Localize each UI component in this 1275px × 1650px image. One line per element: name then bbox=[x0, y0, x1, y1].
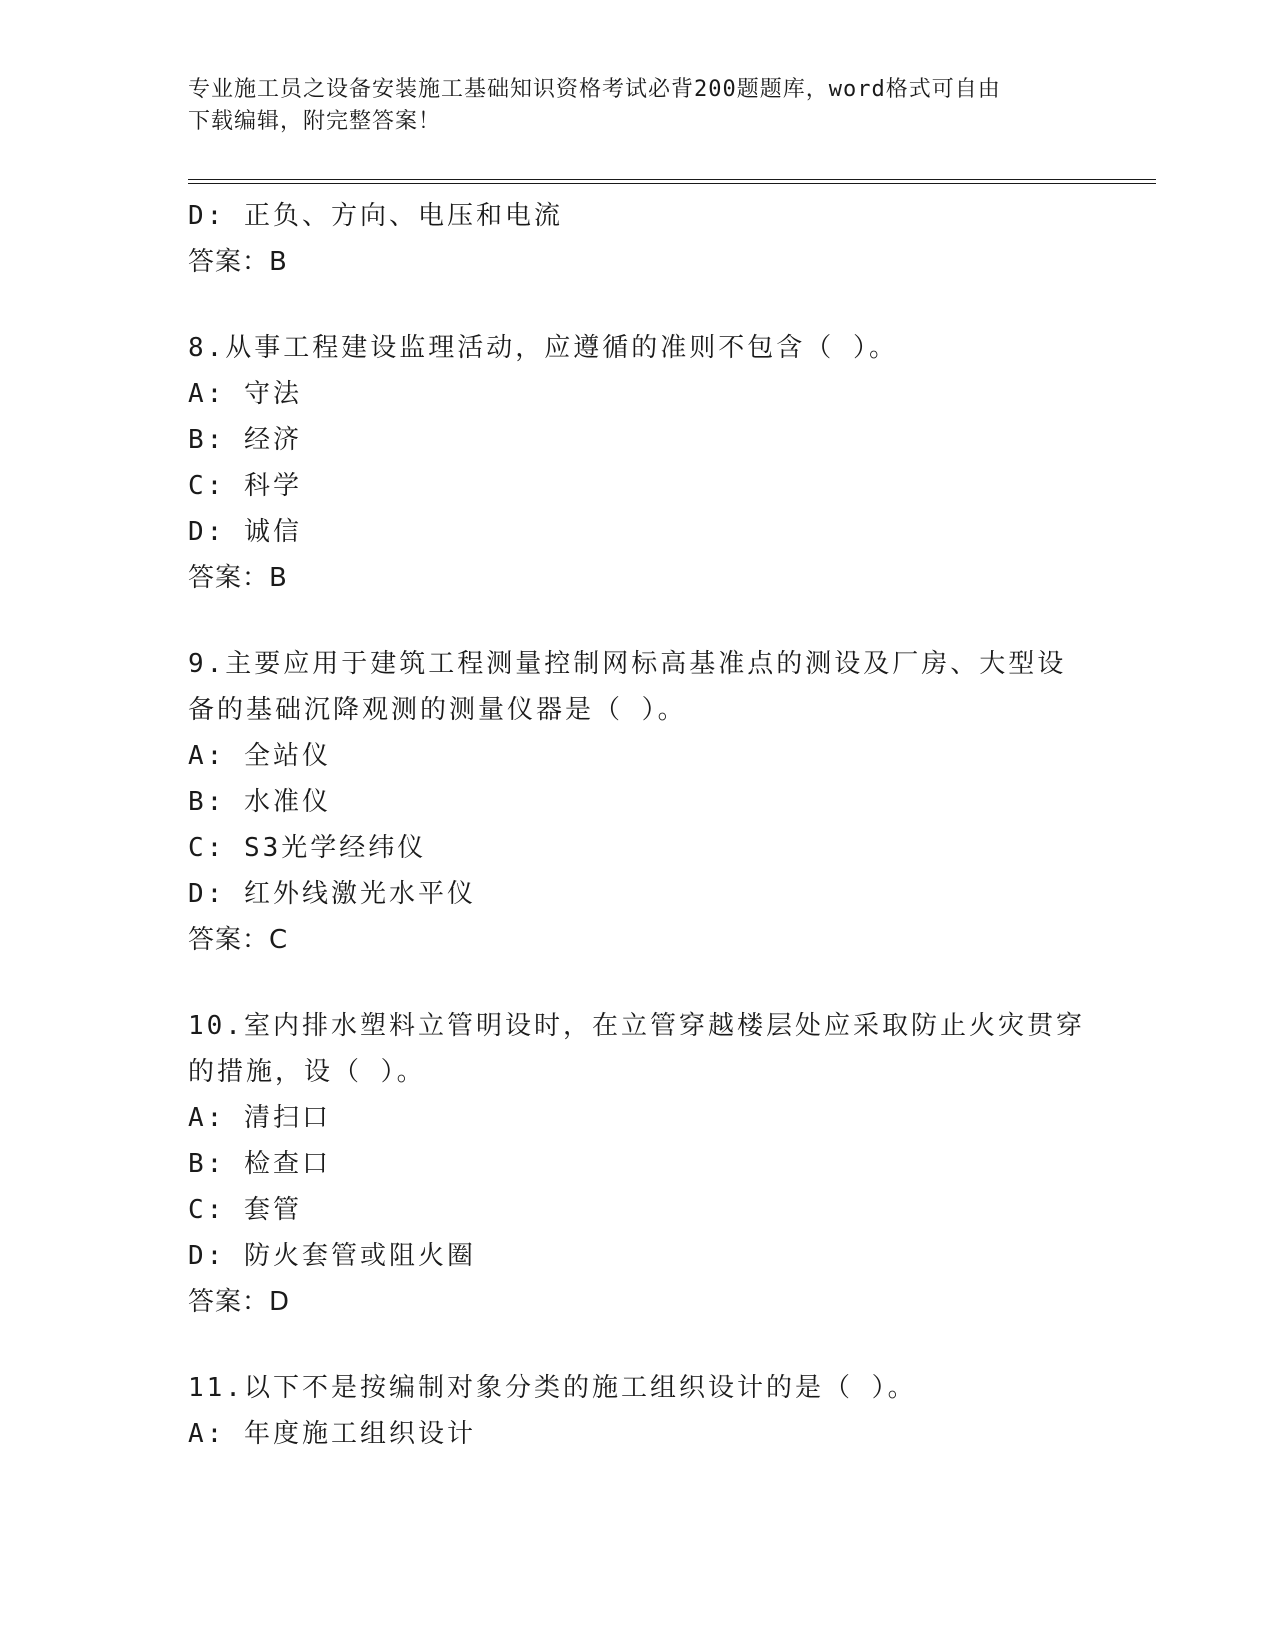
question-stem: 8.从事工程建设监理活动，应遵循的准则不包含（ ）。 bbox=[188, 333, 898, 363]
question-8 bbox=[188, 325, 1088, 601]
header-rule-bottom bbox=[188, 183, 1156, 184]
option-b: B: 检查口 bbox=[188, 1149, 331, 1179]
question-content bbox=[188, 193, 1088, 1457]
option-b: B: 经济 bbox=[188, 425, 302, 455]
answer: 答案：C bbox=[188, 925, 289, 955]
option-a: A: 守法 bbox=[188, 379, 302, 409]
header-line-1: 专业施工员之设备安装施工基础知识资格考试必背200题题库，word格式可自由 bbox=[188, 77, 1001, 102]
option-d: D: 防火套管或阻火圈 bbox=[188, 1241, 476, 1271]
question-11 bbox=[188, 1365, 1088, 1457]
option-a: A: 年度施工组织设计 bbox=[188, 1419, 476, 1449]
question-9 bbox=[188, 641, 1088, 963]
option-d: D: 正负、方向、电压和电流 bbox=[188, 201, 563, 231]
question-stem: 9.主要应用于建筑工程测量控制网标高基准点的测设及厂房、大型设 bbox=[188, 649, 1067, 679]
option-c: C: 科学 bbox=[188, 471, 302, 501]
option-d: D: 红外线激光水平仪 bbox=[188, 879, 476, 909]
option-d: D: 诚信 bbox=[188, 517, 302, 547]
option-b: B: 水准仪 bbox=[188, 787, 331, 817]
question-stem-continued: 的措施，设（ ）。 bbox=[188, 1057, 426, 1087]
option-a: A: 清扫口 bbox=[188, 1103, 331, 1133]
answer: 答案：D bbox=[188, 1287, 291, 1317]
header-line-2: 下载编辑，附完整答案！ bbox=[188, 109, 442, 134]
question-10 bbox=[188, 1003, 1088, 1325]
document-header bbox=[188, 74, 1068, 138]
option-a: A: 全站仪 bbox=[188, 741, 331, 771]
question-stem: 10.室内排水塑料立管明设时，在立管穿越楼层处应采取防止火灾贯穿 bbox=[188, 1011, 1085, 1041]
header-rule-top bbox=[188, 179, 1156, 180]
option-c: C: S3光学经纬仪 bbox=[188, 833, 427, 863]
answer: 答案：B bbox=[188, 563, 288, 593]
question-stem: 11.以下不是按编制对象分类的施工组织设计的是（ ）。 bbox=[188, 1373, 917, 1403]
answer: 答案：B bbox=[188, 247, 288, 277]
option-c: C: 套管 bbox=[188, 1195, 302, 1225]
question-stem-continued: 备的基础沉降观测的测量仪器是（ ）。 bbox=[188, 695, 687, 725]
